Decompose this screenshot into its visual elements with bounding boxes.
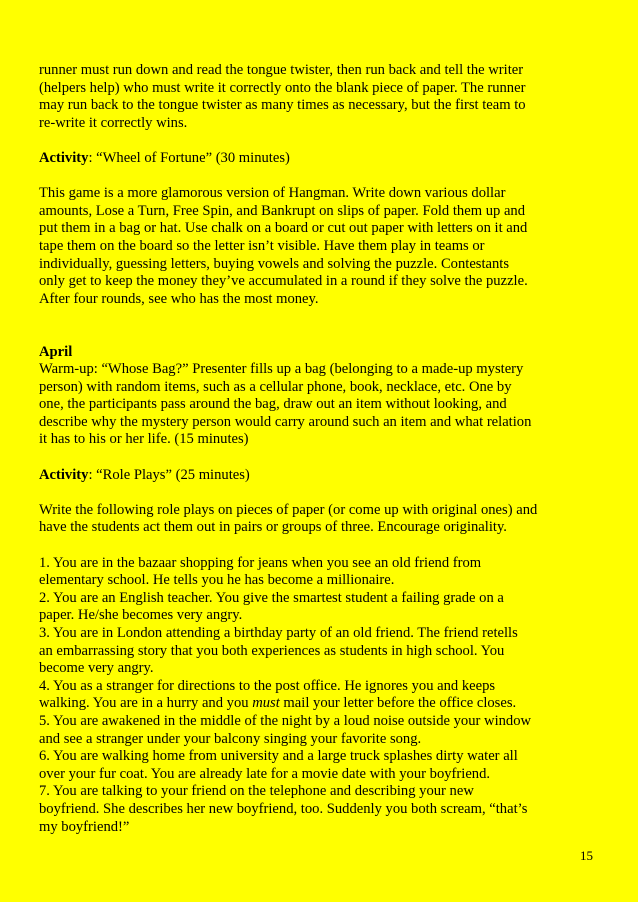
list-item: 2. You are an English teacher. You give the smartest student a failing grade on a xyxy=(39,589,504,606)
document-page xyxy=(39,62,559,836)
text-line: After four rounds, see who has the most money. xyxy=(39,290,319,307)
text-line: may run back to the tongue twister as many times as necessary, but the first team to xyxy=(39,97,526,114)
text-line: Write the following role plays on pieces of paper (or come up with original ones) and xyxy=(39,501,538,518)
text-line: one, the participants pass around the bag, draw out an item without looking, and xyxy=(39,396,507,413)
emphasis-must: must xyxy=(252,695,280,712)
text-line: only get to keep the money they’ve accumulated in a round if they solve the puzzle. xyxy=(39,273,528,290)
text-line: over your fur coat. You are already late for a movie date with your boyfriend. xyxy=(39,765,491,782)
text-line: walking. You are in a hurry and you must mail your letter before the office closes. xyxy=(39,695,517,712)
text-line: describe why the mystery person would carry around such an item and what relation xyxy=(39,413,532,430)
text-line: put them in a bag or hat. Use chalk on a board or cut out paper with letters on it and xyxy=(39,220,528,237)
text-line: paper. He/she becomes very angry. xyxy=(39,607,243,624)
list-item: 7. You are talking to your friend on the telephone and describing your new xyxy=(39,783,474,800)
text-line: tape them on the board so the letter isn’t visible. Have them play in teams or xyxy=(39,237,485,254)
text-line: it has to his or her life. (15 minutes) xyxy=(39,431,249,448)
list-item: 3. You are in London attending a birthday party of an old friend. The friend retells xyxy=(39,625,518,641)
text-line: amounts, Lose a Turn, Free Spin, and Bankrupt on slips of paper. Fold them up and xyxy=(39,202,526,219)
activity-title: : “Role Plays” (25 minutes) xyxy=(88,466,250,483)
text-line: have the students act them out in pairs or groups of three. Encourage originality. xyxy=(39,519,507,536)
text-line: my boyfriend!” xyxy=(39,818,130,835)
text-line: individually, guessing letters, buying vowels and solving the puzzle. Contestants xyxy=(39,255,510,272)
roleplay-intro-paragraph xyxy=(39,502,559,537)
list-item: 1. You are in the bazaar shopping for jeans when you see an old friend from xyxy=(39,554,482,571)
list-item: 5. You are awakened in the middle of the night by a loud noise outside your window xyxy=(39,712,532,729)
roleplay-list xyxy=(39,555,559,837)
text-line: elementary school. He tells you he has become a millionaire. xyxy=(39,572,395,589)
activity-label: Activity xyxy=(39,149,89,166)
text-line: runner must run down and read the tongue twister, then run back and tell the writer xyxy=(39,62,524,78)
month-heading: April xyxy=(39,343,73,360)
page-number: 15 xyxy=(580,848,593,863)
text-line: person) with random items, such as a cellular phone, book, necklace, etc. One by xyxy=(39,378,512,395)
activity-label: Activity xyxy=(39,466,89,483)
text-line: an embarrassing story that you both experiences as students in high school. You xyxy=(39,642,505,659)
intro-paragraph xyxy=(39,62,559,132)
text-line: Warm-up: “Whose Bag?” Presenter fills up a bag (belonging to a made-up mystery xyxy=(39,361,524,378)
text-line: and see a stranger under your balcony singing your favorite song. xyxy=(39,730,422,747)
text-line: boyfriend. She describes her new boyfriend, too. Suddenly you both scream, “that’s xyxy=(39,800,528,817)
text-line: (helpers help) who must write it correctly onto the blank piece of paper. The runner xyxy=(39,79,526,96)
activity-title: : “Wheel of Fortune” (30 minutes) xyxy=(88,149,290,166)
list-item: 4. You as a stranger for directions to the post office. He ignores you and keeps xyxy=(39,677,496,694)
activity-heading-wheel xyxy=(39,150,559,168)
text-line: become very angry. xyxy=(39,660,154,677)
text-line: This game is a more glamorous version of Hangman. Write down various dollar xyxy=(39,185,506,202)
activity-heading-roleplays xyxy=(39,467,559,485)
text-line: re-write it correctly wins. xyxy=(39,114,188,131)
list-item: 6. You are walking home from university and a large truck splashes dirty water all xyxy=(39,748,518,765)
wheel-paragraph xyxy=(39,185,559,308)
warmup-paragraph xyxy=(39,361,559,449)
